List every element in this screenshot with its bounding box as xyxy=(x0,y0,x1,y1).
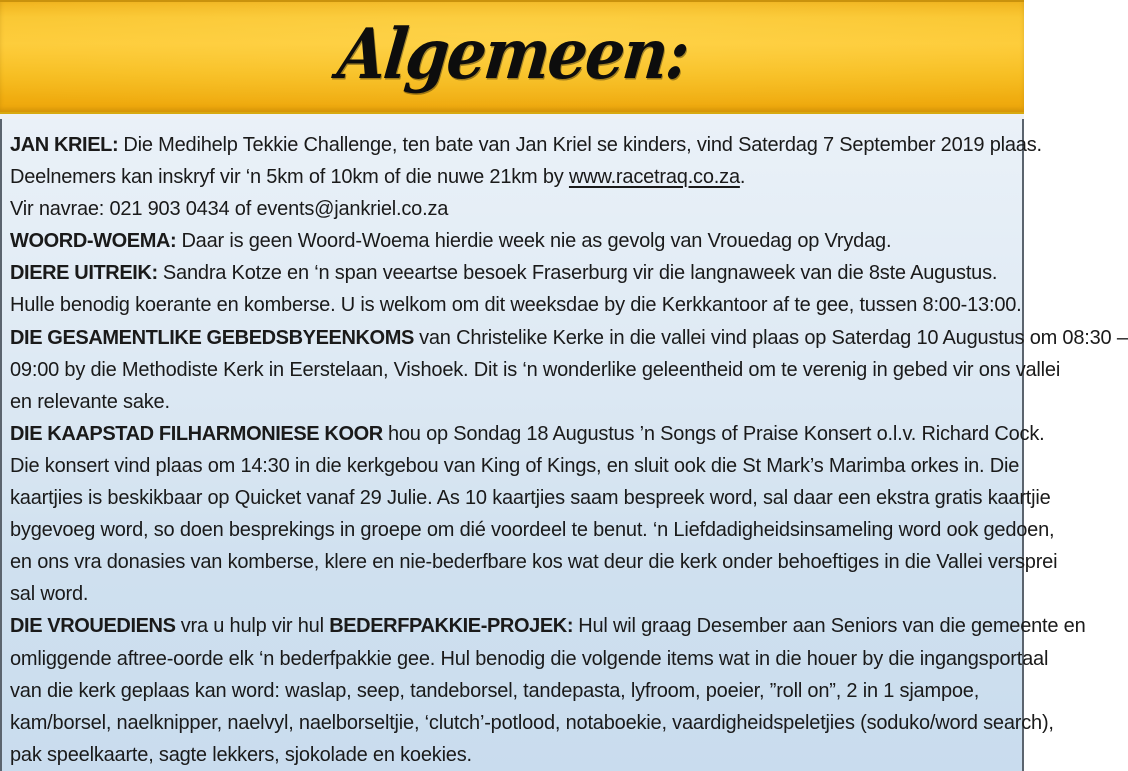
text-run: WOORD-WOEMA: xyxy=(10,230,182,253)
text-run: pak speelkaarte, sagte lekkers, sjokolade en koekies. xyxy=(10,743,472,766)
body-line xyxy=(10,643,1049,675)
title-banner xyxy=(0,0,1024,112)
body-line xyxy=(10,161,1016,193)
text-run: van die kerk geplaas kan word: waslap, seep, tandeborsel, tandepasta, lyfroom, poeier, ”roll on”, 2 in 1 sjampoe, xyxy=(10,679,980,702)
text-run: 09:00 by die Methodiste Kerk in Eerstelaan, Vishoek. Dit is ‘n wonderlike geleentheid om te verenig in gebed vir ons vallei xyxy=(10,358,1061,381)
body-line xyxy=(10,129,1042,161)
text-run: sal word. xyxy=(10,583,89,606)
body-line xyxy=(10,482,1051,514)
text-run: DIE VROUEDIENS xyxy=(10,615,181,638)
body-line xyxy=(10,225,1016,257)
body-line xyxy=(10,739,1016,771)
text-run: omliggende aftree-oorde elk ‘n bederfpakkie gee. Hul benodig die volgende items wat in die houer by die ingangsportaal xyxy=(10,647,1049,670)
body-line xyxy=(10,322,1128,354)
body-line xyxy=(10,289,1022,321)
body-line xyxy=(10,514,1055,546)
text-run: Sandra Kotze en ‘n span veeartse besoek Fraserburg vir die langnaweek van die 8ste Augustus. xyxy=(162,262,998,285)
text-run: en relevante sake. xyxy=(10,390,170,413)
text-run: BEDERFPAKKIE-PROJEK: xyxy=(329,615,579,638)
text-run: van Christelike Kerke in die vallei vind plaas op Saterdag 10 Augustus om 08:30 – xyxy=(419,326,1128,349)
text-run: DIERE UITREIK: xyxy=(10,262,163,285)
text-run: DIE GESAMENTLIKE GEBEDSBYEENKOMS xyxy=(10,326,420,349)
text-run: Hulle benodig koerante en komberse. U is welkom om dit weeksdae by die Kerkkantoor af te gee, tussen 8:00-13:00. xyxy=(10,294,1022,317)
body-line xyxy=(10,418,1045,450)
body-line xyxy=(10,546,1058,578)
banner-divider xyxy=(0,112,1024,119)
body-line xyxy=(10,707,1054,739)
announcements-body xyxy=(0,119,1128,771)
slide-title: Algemeen: xyxy=(333,12,692,95)
text-run: Daar is geen Woord-Woema hierdie week nie as gevolg van Vrouedag op Vrydag. xyxy=(181,230,892,253)
text-run: hou op Sondag 18 Augustus ’n Songs of Praise Konsert o.l.v. Richard Cock. xyxy=(387,422,1045,445)
text-run: DIE KAAPSTAD FILHARMONIESE KOOR xyxy=(10,422,388,445)
body-line xyxy=(10,675,1016,707)
text-run: Die konsert vind plaas om 14:30 in die kerkgebou van King of Kings, en sluit ook die St Mark’s Marimba orkes in. Die xyxy=(10,454,1020,477)
body-line xyxy=(10,610,1086,642)
text-run: bygevoeg word, so doen besprekings in groepe om dié voordeel te benut. ‘n Liefdadigheidsinsameling word ook gedoen, xyxy=(10,519,1055,542)
body-line xyxy=(10,450,1020,482)
text-run: en ons vra donasies van komberse, klere en nie-bederfbare kos wat deur die kerk onder behoeftiges in die Vallei versprei xyxy=(10,551,1058,574)
text-run: vra u hulp vir hul xyxy=(180,615,330,638)
text-run: Hul wil graag Desember aan Seniors van die gemeente en xyxy=(578,615,1086,638)
text-run: Die Medihelp Tekkie Challenge, ten bate van Jan Kriel se kinders, vind Saterdag 7 September 2019 plaas. xyxy=(123,134,1042,156)
body-line xyxy=(10,257,1016,289)
text-run: Deelnemers kan inskryf vir ‘n 5km of 10km of die nuwe 21km by xyxy=(10,166,569,189)
text-run: . xyxy=(739,166,746,189)
body-line xyxy=(10,578,1016,610)
text-run: kaartjies is beskikbaar op Quicket vanaf 29 Julie. As 10 kaartjies saam bespreek word, sal daar een ekstra gratis kaartjie xyxy=(10,487,1051,510)
body-line xyxy=(10,354,1061,386)
body-line xyxy=(10,386,1016,418)
text-run: Vir navrae: 021 903 0434 of events@jankriel.co.za xyxy=(10,198,449,221)
text-run: JAN KRIEL: xyxy=(10,134,124,156)
text-run: kam/borsel, naelknipper, naelvyl, naelborseltjie, ‘clutch’-potlood, notaboekie, vaardigheidspeletjies (soduko/word search), xyxy=(10,711,1054,734)
racetraq-link[interactable]: www.racetraq.co.za xyxy=(568,166,740,189)
body-line xyxy=(10,193,1016,225)
